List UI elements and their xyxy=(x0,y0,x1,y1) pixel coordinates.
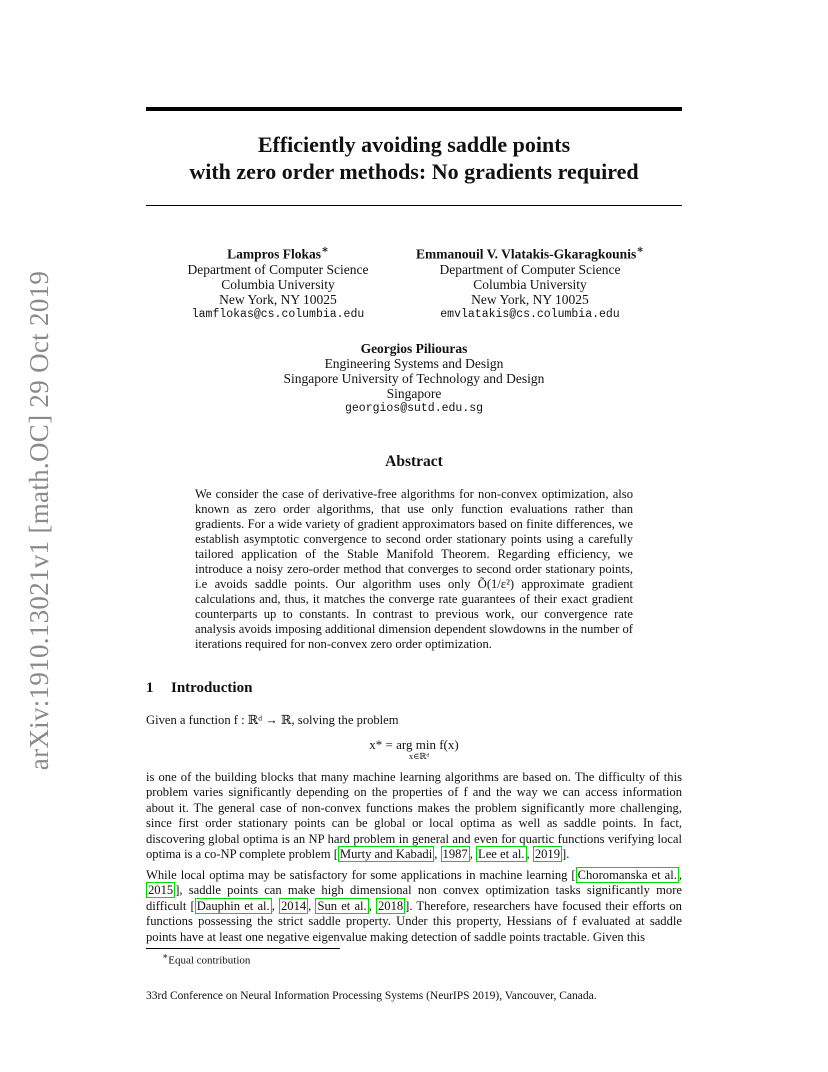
arxiv-identifier-text: arXiv:1910.13021v1 [math.OC] 29 Oct 2019 xyxy=(24,270,55,770)
equation-subscript: x∈ℝᵈ xyxy=(408,751,430,761)
citation-link[interactable]: Murty and Kabadi xyxy=(339,847,433,862)
author-block-2 xyxy=(410,243,650,322)
citation-link[interactable]: 1987 xyxy=(442,847,468,862)
author-university: Singapore University of Technology and Design xyxy=(283,371,545,386)
author-department: Department of Computer Science xyxy=(439,261,621,277)
intro-paragraph-3: While local optima may be satisfactory for some applications in machine learning [ Choromanska et al. , 2015 ], saddle points can make high dimensional non convex optimization tasks significantly more difficult [ Dauphin et al. , 2014 , Sun et al. , 2018 ]. Therefore, researchers have focused their efforts on functions possessing the strict saddle property. Under this property, Hessians of f evaluated at saddle points have at least one negative eigenvalue making detection of saddle points tractable. Given this xyxy=(146,868,683,944)
author-location: Singapore xyxy=(386,386,442,401)
title-top-rule xyxy=(146,107,682,111)
author-block-3 xyxy=(250,341,578,416)
citation-link[interactable]: 2018 xyxy=(377,898,404,913)
intro-paragraph-2: is one of the building blocks that many machine learning algorithms are based on. The difficulty of this problem varies significantly depending on the properties of f and the way we can access information about it. The general case of non-convex functions makes the problem significantly more challenging, since first order stationary points can be global or local optima as well as saddle points. In fact, discovering global optima is an NP hard problem in general and even for quartic functions verifying local optima is a co-NP complete problem [ Murty and Kabadi , 1987 , Lee et al. , 2019 ]. xyxy=(146,770,682,862)
author-university: Columbia University xyxy=(221,276,335,292)
citation-link[interactable]: Dauphin et al. xyxy=(196,898,270,913)
optimization-equation xyxy=(146,737,682,762)
abstract-body: We consider the case of derivative-free algorithms for non-convex optimization, also known as zero order algorithms, that use only function evaluations rather than gradients. For a wide variety of gradient approximators based on finite differences, we establish asymptotic convergence to second order stationary points using a carefully tailored application of the Stable Manifold Theorem. Regarding efficiency, we introduce a noisy zero-order method that converges to second order stationary points, i.e avoids saddle points. Our algorithm uses only Õ(1/ε²) approximate gradient calculations and, thus, it matches the converge rate guarantees of their exact gradient counterparts up to constants. In contrast to previous work, our convergence rate analysis avoids imposing additional dimension dependent slowdowns in the number of iterations required for non-convex zero order optimization. xyxy=(195,487,633,651)
author-email: emvlatakis@cs.columbia.edu xyxy=(440,307,620,321)
paper-title xyxy=(146,131,682,185)
author-location: New York, NY 10025 xyxy=(219,291,337,307)
author-university: Columbia University xyxy=(473,276,587,292)
title-line-2: with zero order methods: No gradients required xyxy=(189,159,639,184)
author-location: New York, NY 10025 xyxy=(471,291,589,307)
abstract-heading: Abstract xyxy=(385,453,443,470)
venue-footer: 33rd Conference on Neural Information Processing Systems (NeurIPS 2019), Vancouver, Canada. xyxy=(146,990,597,1002)
author-department: Department of Computer Science xyxy=(187,261,369,277)
title-bottom-rule xyxy=(146,205,682,206)
equation-main: x* = arg min f(x) xyxy=(369,737,459,752)
citation-link[interactable]: Choromanska et al. xyxy=(577,868,677,882)
section-heading-introduction xyxy=(146,680,252,697)
title-line-1: Efficiently avoiding saddle points xyxy=(257,132,571,157)
citation-link[interactable]: 2014 xyxy=(280,898,307,913)
author-email: georgios@sutd.edu.sg xyxy=(344,402,484,415)
citation-link[interactable]: 2019 xyxy=(534,847,560,862)
author-name: Georgios Piliouras xyxy=(360,341,468,356)
author-department: Engineering Systems and Design xyxy=(324,356,504,371)
author-email: lamflokas@cs.columbia.edu xyxy=(191,307,365,321)
author-name: Emmanouil V. Vlatakis-Gkaragkounis∗ xyxy=(416,244,644,262)
footnote-rule xyxy=(146,948,340,949)
intro-paragraph-1: Given a function f : ℝᵈ → ℝ, solving the problem xyxy=(146,713,399,727)
footnote: ∗Equal contribution xyxy=(162,951,251,967)
citation-link[interactable]: Sun et al. xyxy=(317,898,367,913)
arxiv-identifier-stamp xyxy=(20,270,60,770)
author-block-1 xyxy=(168,243,388,322)
author-name: Lampros Flokas∗ xyxy=(227,244,329,262)
citation-link[interactable]: Lee et al. xyxy=(478,847,525,862)
citation-link[interactable]: 2015 xyxy=(148,883,174,898)
section-title: Introduction xyxy=(171,680,253,696)
section-number: 1 xyxy=(146,680,154,696)
